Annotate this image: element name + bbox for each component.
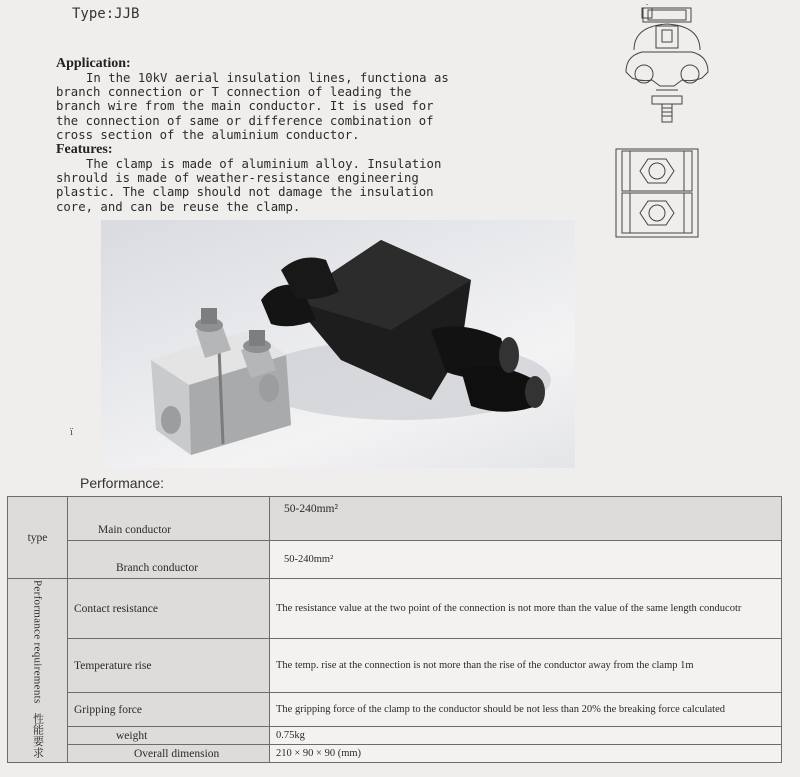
performance-title: Performance: xyxy=(80,475,165,491)
table-row xyxy=(8,541,782,579)
requirements-group-cell xyxy=(8,579,68,763)
overall-dimension-label: Overall dimension xyxy=(68,745,270,763)
type-group-cell xyxy=(8,497,68,579)
features-text: The clamp is made of aluminium alloy. Insulation shrould is made of weather-resistance engineering plastic. The clamp should not damage the insulation core, and can be reuse the clamp. xyxy=(56,157,442,214)
branch-conductor-value: 50-240mm² xyxy=(270,541,782,579)
table-row xyxy=(8,693,782,727)
main-conductor-label: Main conductor xyxy=(68,497,270,541)
photo-mark: ï xyxy=(70,426,74,438)
type-group-label: type xyxy=(27,531,48,544)
gripping-force-value: The gripping force of the clamp to the conductor should be not less than 20% the breaking force calculated xyxy=(270,693,782,727)
features-heading: Features: xyxy=(56,142,113,158)
main-conductor-value: 50-240mm² xyxy=(270,497,782,541)
clamp-side-drawing xyxy=(614,147,700,239)
temperature-rise-label: Temperature rise xyxy=(68,639,270,693)
temperature-rise-value: The temp. rise at the connection is not more than the rise of the conductor away from the clamp 1m xyxy=(270,639,782,693)
aluminium-clamp-image xyxy=(151,308,291,455)
description-block xyxy=(56,56,456,214)
gripping-force-label: Gripping force xyxy=(68,693,270,727)
product-photo xyxy=(101,220,575,468)
table-row xyxy=(8,727,782,745)
contact-resistance-value: The resistance value at the two point of the connection is not more than the value of the same length conducotr xyxy=(270,579,782,639)
type-label: Type:JJB xyxy=(72,6,140,22)
table-row xyxy=(8,639,782,693)
contact-resistance-label: Contact resistance xyxy=(68,579,270,639)
requirements-group-label: Performance requirements 性能要求 xyxy=(31,580,44,758)
weight-label: weight xyxy=(68,727,270,745)
table-row xyxy=(8,579,782,639)
table-row xyxy=(8,745,782,763)
table-row xyxy=(8,497,782,541)
application-text: In the 10kV aerial insulation lines, functiona as branch connection or T connection of leading the branch wire from the main conductor. It is used for the connection of same or difference combination of cross section of the aluminium conductor. xyxy=(56,71,449,142)
performance-table xyxy=(7,496,782,763)
weight-value: 0.75kg xyxy=(270,727,782,745)
branch-conductor-label: Branch conductor xyxy=(68,541,270,579)
clamp-front-drawing xyxy=(612,4,718,134)
application-heading: Application: xyxy=(56,56,131,71)
overall-dimension-value: 210 × 90 × 90 (mm) xyxy=(270,745,782,763)
